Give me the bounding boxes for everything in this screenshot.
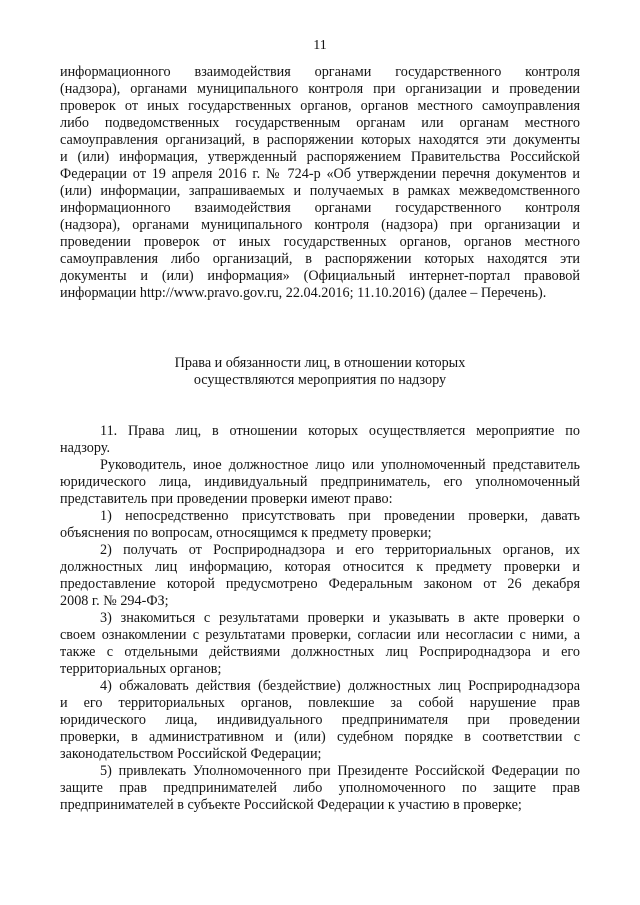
paragraph-line: представитель при проведении проверки имеют право: bbox=[60, 491, 393, 507]
list-item-line: законодательством Российской Федерации; bbox=[60, 746, 322, 762]
list-item-line: предоставление которой предусмотрено Федеральным законом от 26 декабря bbox=[60, 576, 580, 592]
list-item-line: защите прав предпринимателей либо уполномоченного по защите прав bbox=[60, 780, 580, 796]
list-item-line: также с отдельными действиями должностных лиц Росприроднадзора и его bbox=[60, 644, 580, 660]
intro-line: информационного взаимодействия органами государственного контроля bbox=[60, 64, 580, 80]
intro-line: проверок от иных государственных органов, органов местного самоуправления bbox=[60, 98, 580, 114]
section-heading-line-2: осуществляются мероприятия по надзору bbox=[193, 372, 447, 388]
intro-line: информационного взаимодействия органами государственного контроля bbox=[60, 200, 580, 216]
list-item-line: 4) обжаловать действия (бездействие) должностных лиц Росприроднадзора bbox=[100, 678, 580, 694]
intro-line: и (или) информация, утвержденный распоряжением Правительства Российской bbox=[60, 149, 580, 165]
intro-line: (надзора), органами муниципального контроля при организации и проведении bbox=[60, 81, 580, 97]
list-item-line: 2008 г. № 294-ФЗ; bbox=[60, 593, 169, 609]
intro-line: Федерации от 19 апреля 2016 г. № 724-р «Об утверждении перечня документов и bbox=[60, 166, 580, 182]
page-number: 11 bbox=[313, 38, 327, 53]
intro-line: самоуправления организаций, в распоряжении которых находятся эти документы bbox=[60, 132, 580, 148]
paragraph-line: Руководитель, иное должностное лицо или уполномоченный представитель bbox=[100, 457, 580, 473]
paragraph-line: надзору. bbox=[60, 440, 111, 456]
intro-line: проведении проверок от иных государственных органов, органов местного bbox=[60, 234, 580, 250]
intro-line: (надзора), органами муниципального контроля (надзора) при организации и bbox=[60, 217, 580, 233]
list-item-line: проверки, в административном и (или) судебном порядке в соответствии с bbox=[60, 729, 580, 745]
intro-line: документы и (или) информация» (Официальный интернет-портал правовой bbox=[60, 268, 580, 284]
list-item-line: и его территориальных органов, повлекшие за собой нарушение прав bbox=[60, 695, 580, 711]
list-item-line: 3) знакомиться с результатами проверки и указывать в акте проверки о bbox=[100, 610, 580, 626]
list-item-line: предпринимателей в субъекте Российской Федерации к участию в проверке; bbox=[60, 797, 522, 813]
intro-line: (или) информации, запрашиваемых и получаемых в рамках межведомственного bbox=[60, 183, 580, 199]
list-item-line: объяснения по вопросам, относящимся к предмету проверки; bbox=[60, 525, 432, 541]
section-heading-line-1: Права и обязанности лиц, в отношении которых bbox=[174, 355, 466, 371]
list-item-line: должностных лиц информацию, которая относится к предмету проверки и bbox=[60, 559, 580, 575]
paragraph-line: 11. Права лиц, в отношении которых осуществляется мероприятие по bbox=[100, 423, 580, 439]
list-item-line: территориальных органов; bbox=[60, 661, 222, 677]
list-item-line: юридического лица, индивидуального предпринимателя при проведении bbox=[60, 712, 580, 728]
list-item-line: 1) непосредственно присутствовать при проведении проверки, давать bbox=[100, 508, 580, 524]
intro-line: самоуправления либо организаций, в распоряжении которых находятся эти bbox=[60, 251, 580, 267]
paragraph-line: юридического лица, индивидуальный предприниматель, его уполномоченный bbox=[60, 474, 580, 490]
list-item-line: своем ознакомлении с результатами проверки, согласии или несогласии с ними, а bbox=[60, 627, 580, 643]
list-item-line: 2) получать от Росприроднадзора и его территориальных органов, их bbox=[100, 542, 580, 558]
intro-line: информации http://www.pravo.gov.ru, 22.04.2016; 11.10.2016) (далее – Перечень). bbox=[60, 285, 547, 301]
intro-line: либо подведомственных государственным органам или органам местного bbox=[60, 115, 580, 131]
list-item-line: 5) привлекать Уполномоченного при Президенте Российской Федерации по bbox=[100, 763, 580, 779]
